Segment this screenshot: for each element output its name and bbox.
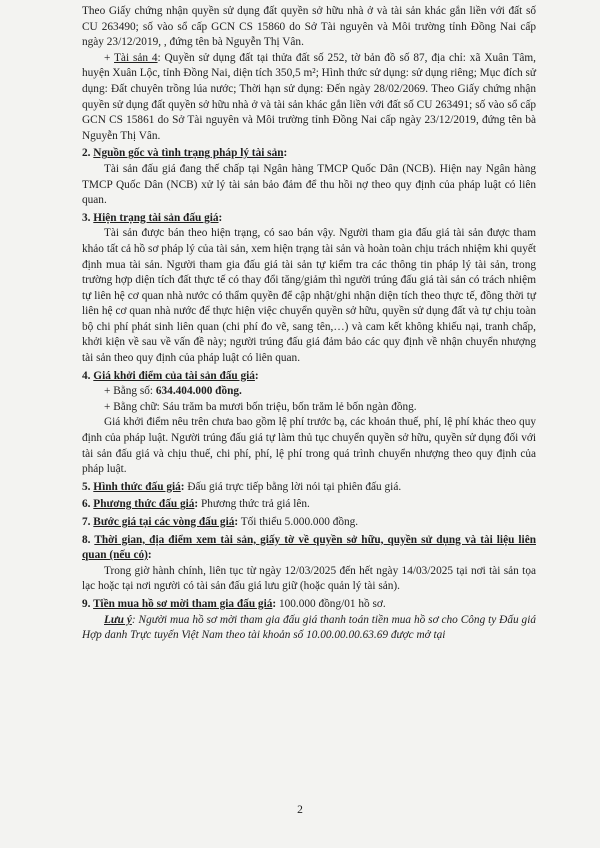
section-4-heading: 4. Giá khởi điểm của tài sản đấu giá: bbox=[82, 369, 259, 382]
asset-4-paragraph bbox=[82, 51, 536, 145]
section-2-heading: 2. Nguồn gốc và tình trạng pháp lý tài sản: bbox=[82, 147, 288, 160]
section-8-body: Trong giờ hành chính, liên tục từ ngày 12/03/2025 đến hết ngày 14/03/2025 tại nơi tài sản tọa lạc hoặc tại nơi người có tài sản đấu giá lưu giữ (hoặc quản lý tài sản). bbox=[82, 564, 536, 593]
section-4-body: Giá khởi điểm nêu trên chưa bao gồm lệ phí trước bạ, các khoản thuế, phí, lệ phí khác theo quy định của pháp luật. Người trúng đấu giá tự làm thủ tục chuyển quyền sở hữu, quyền sử dụng đối với tài sản đấu giá và chịu thuế, chi phí, phí, lệ phí trong quá trình chuyển nhượng theo quy định của pháp luật. bbox=[82, 416, 536, 476]
note-text: : Người mua hồ sơ mời tham gia đấu giá thanh toán tiền mua hồ sơ cho Công ty Đấu giá Hợp danh Trực tuyến Việt Nam theo tài khoản số 10.00.00.00.63.69 được mở tại bbox=[82, 613, 536, 642]
section-9-heading: 9. Tiền mua hồ sơ mời tham gia đấu giá: 100.000 đồng/01 hồ sơ. bbox=[82, 597, 386, 610]
starting-price-number: + Bằng số: 634.404.000 đồng. bbox=[104, 385, 242, 398]
starting-price-words: + Bằng chữ: Sáu trăm ba mươi bốn triệu, bốn trăm lẻ bốn ngàn đồng. bbox=[104, 400, 417, 413]
section-7-heading: 7. Bước giá tại các vòng đấu giá: Tối thiểu 5.000.000 đồng. bbox=[82, 516, 359, 528]
section-3-heading: 3. Hiện trạng tài sản đấu giá: bbox=[82, 211, 223, 224]
page-number: 2 bbox=[297, 804, 303, 816]
section-6-heading: 6. Phương thức đấu giá: Phương thức trả giá lên. bbox=[82, 498, 310, 511]
starting-price-value: 634.404.000 đồng. bbox=[155, 385, 242, 398]
bullet-plus: + bbox=[104, 51, 115, 64]
certificate-paragraph-asset3: Theo Giấy chứng nhận quyền sử dụng đất quyền sở hữu nhà ở và tài sản khác gắn liền với đất số CU 263490; số vào sổ cấp GCN CS 15860 do Sở Tài nguyên và Môi trường tỉnh Đồng Nai cấp ngày 23/12/2019, , đứng tên bà Nguyễn Thị Vân. bbox=[82, 5, 536, 49]
section-3-body: Tài sản được bán theo hiện trạng, có sao bán vậy. Người tham gia đấu giá tài sản được tham khảo tất cả hồ sơ pháp lý của tài sản, xem hiện trạng tài sản và hoàn toàn chịu trách nhiệm khi quyết định mua tài sản. Người tham gia đấu giá tài sản tự kiểm tra các thông tin pháp lý tài sản, trong trường hợp diện tích đất thực tế có thay đổi tăng/giảm thì người trúng đấu giá tài sản có trách nhiệm tự liên hệ cơ quan nhà nước có thẩm quyền để cập nhật/ghi nhận diện tích theo thực tế, đồng thời tự liên hệ cơ quan nhà nước để thực hiện việc chuyển quyền sở hữu, quyền sử dụng đất và tự chịu toàn bộ chi phí phát sinh liên quan (chi phí đo vẽ, sang tên,…) và cam kết không khiếu nại, tranh chấp, khởi kiện về sau về vấn đề này; người trúng đấu giá đảm bảo các quy định về nhận chuyển nhượng tài sản theo quy định của pháp luật có liên quan. bbox=[82, 227, 536, 365]
section-2-body: Tài sản đấu giá đang thế chấp tại Ngân hàng TMCP Quốc Dân (NCB). Hiện nay Ngân hàng TMCP Quốc Dân (NCB) xử lý tài sản bảo đảm để thu hồi nợ theo quy định của pháp luật có liên quan. bbox=[82, 162, 536, 207]
asset-4-label: Tài sản 4 bbox=[114, 51, 158, 64]
asset-4-text: : Quyền sử dụng đất tại thửa đất số 252, tờ bản đồ số 87, địa chỉ: xã Xuân Tâm, huyện Xuân Lộc, tỉnh Đồng Nai, diện tích 350,5 m²; Hình thức sử dụng: sử dụng riêng; Mục đích sử dụng: Đất chuyên trồng lúa nước; Thời hạn sử dụng: Đến ngày 28/02/2069. Theo Giấy chứng nhận quyền sử dụng đất quyền sở hữu nhà ở và tài sản khác gắn liền với đất số CU 263491; số vào sổ cấp GCN CS 15861 do Sở Tài nguyên và Môi trường tỉnh Đồng Nai cấp ngày 23/12/2019, đứng tên bà Nguyễn Thị Vân. bbox=[82, 51, 536, 142]
section-5-heading: 5. Hình thức đấu giá: Đấu giá trực tiếp bằng lời nói tại phiên đấu giá. bbox=[82, 480, 402, 493]
note-label: Lưu ý bbox=[104, 613, 132, 626]
section-8-heading: 8. Thời gian, địa điểm xem tài sản, giấy tờ về quyền sở hữu, quyền sử dụng và tài liệu liên quan (nếu có): bbox=[82, 533, 536, 562]
section-9-value: 100.000 đồng/01 hồ sơ. bbox=[276, 597, 386, 610]
section-7-value: Tối thiểu 5.000.000 đồng. bbox=[238, 516, 359, 528]
section-6-value: Phương thức trả giá lên. bbox=[198, 498, 310, 511]
section-5-value: Đấu giá trực tiếp bằng lời nói tại phiên đấu giá. bbox=[184, 480, 402, 493]
note-paragraph bbox=[82, 613, 536, 644]
